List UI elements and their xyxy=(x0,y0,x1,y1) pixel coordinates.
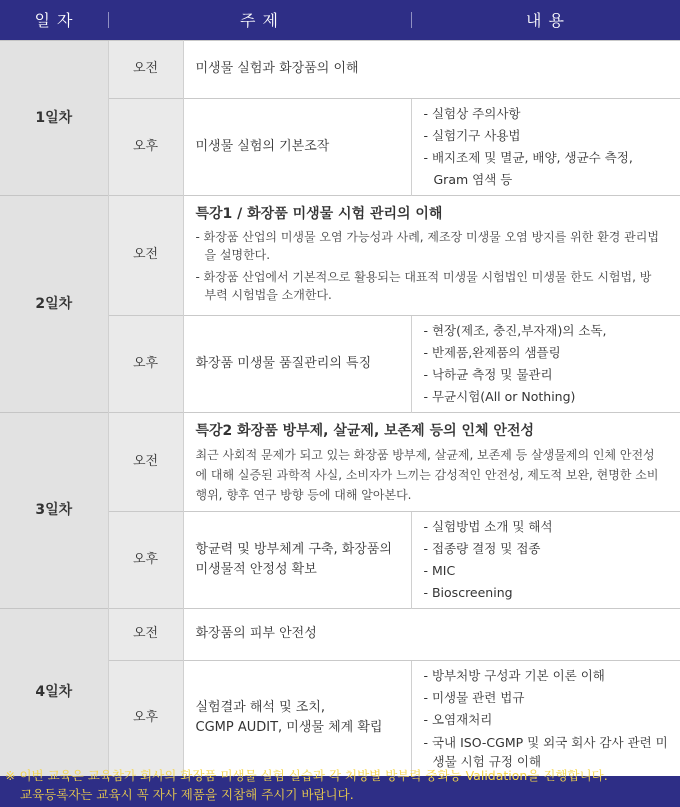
lecture-description: 최근 사회적 문제가 되고 있는 화장품 방부제, 살균제, 보존제 등 살생물제의 인체 안전성에 대해 실증된 과학적 사실, 소비자가 느끼는 감성적인 안전성, 제도적 보완, 현명한 소비행위, 향후 연구 방향 등에 대해 알아본다. xyxy=(195,447,659,502)
header-content: 내 용 xyxy=(411,0,680,40)
header-topic: 주 제 xyxy=(108,0,411,40)
list-item: - 접종량 결정 및 접종 xyxy=(423,540,541,556)
day-label: 1일차 xyxy=(0,40,108,195)
session-label: 오후 xyxy=(108,660,183,776)
session-label: 오전 xyxy=(108,195,183,315)
list-item: - 실험기구 사용법 xyxy=(423,127,521,143)
list-item: - Bioscreening xyxy=(423,584,513,600)
day-label: 4일차 xyxy=(0,608,108,776)
list-item: - 화장품 산업의 미생물 오염 가능성과 사례, 제조장 미생물 오염 방지를 위한 환경 관리법을 설명한다. xyxy=(195,230,659,262)
list-item: - 실험상 주의사항 xyxy=(423,105,521,121)
list-item: - 실험방법 소개 및 해석 xyxy=(423,518,553,534)
topic-line: 항균력 및 방부체계 구축, 화장품의 xyxy=(195,541,392,557)
list-item: - 반제품,완제품의 샘플링 xyxy=(423,344,561,360)
lecture-title: 특강1 / 화장품 미생물 시험 관리의 이해 xyxy=(195,206,443,222)
day-label: 2일차 xyxy=(0,195,108,412)
session-details xyxy=(411,660,680,776)
session-label: 오후 xyxy=(108,315,183,412)
session-topic: 화장품 미생물 품질관리의 특징 xyxy=(183,315,411,412)
header-day: 일 자 xyxy=(0,0,108,40)
list-item: - MIC xyxy=(423,562,456,578)
session-label: 오후 xyxy=(108,511,183,608)
lecture-title: 특강2 화장품 방부제, 살균제, 보존제 등의 인체 안전성 xyxy=(195,422,534,439)
list-item: - 오염재처리 xyxy=(423,712,493,728)
session-details xyxy=(411,511,680,608)
list-item: - 화장품 산업에서 기본적으로 활용되는 대표적 미생물 시험법인 미생물 한도 시험법, 방부력 시험법을 소개한다. xyxy=(195,270,652,302)
topic-line: 미생물적 안정성 확보 xyxy=(195,561,317,577)
table-row xyxy=(0,608,680,660)
list-item: - 현장(제조, 충진,부자재)의 소독, xyxy=(423,322,607,338)
list-item: Gram 염색 등 xyxy=(433,171,513,187)
session-details xyxy=(411,315,680,412)
table-row xyxy=(0,40,680,98)
notice-line: ※ 이번 교육은 교육참가 회사의 화장품 미생물 실험 실습과 각 처방별 방부력 중화능 Validation을 진행합니다. xyxy=(5,768,608,783)
topic-line: CGMP AUDIT, 미생물 체계 확립 xyxy=(195,720,383,736)
session-topic: 화장품의 피부 안전성 xyxy=(183,608,680,660)
list-item: - 방부처방 구성과 기본 이론 이해 xyxy=(423,668,605,684)
session-topic xyxy=(183,412,680,511)
list-item: - 국내 ISO-CGMP 및 외국 회사 감사 관련 미생물 시험 규정 이해 xyxy=(423,735,668,770)
topic-line: 실험결과 해석 및 조치, xyxy=(195,700,326,716)
session-label: 오전 xyxy=(108,40,183,98)
list-item: - 낙하균 측정 및 물관리 xyxy=(423,366,553,382)
session-label: 오전 xyxy=(108,608,183,660)
session-details xyxy=(411,98,680,195)
footer-notice xyxy=(0,760,680,807)
table-row xyxy=(0,195,680,315)
session-topic xyxy=(183,511,411,608)
list-item: - 배지조제 및 멸균, 배양, 생균수 측정, xyxy=(423,149,633,165)
list-item: - 무균시험(All or Nothing) xyxy=(423,388,576,404)
session-topic xyxy=(183,195,680,315)
table-row xyxy=(0,412,680,511)
session-topic xyxy=(183,660,411,776)
day-label: 3일차 xyxy=(0,412,108,608)
session-label: 오후 xyxy=(108,98,183,195)
list-item: - 미생물 관련 법규 xyxy=(423,690,525,706)
session-label: 오전 xyxy=(108,412,183,511)
session-topic: 미생물 실험과 화장품의 이해 xyxy=(183,40,680,98)
notice-line: 교육등록자는 교육시 꼭 자사 제품을 지참해 주시기 바랍니다. xyxy=(20,787,354,802)
session-topic: 미생물 실험의 기본조작 xyxy=(183,98,411,195)
table-header-row xyxy=(0,0,680,40)
